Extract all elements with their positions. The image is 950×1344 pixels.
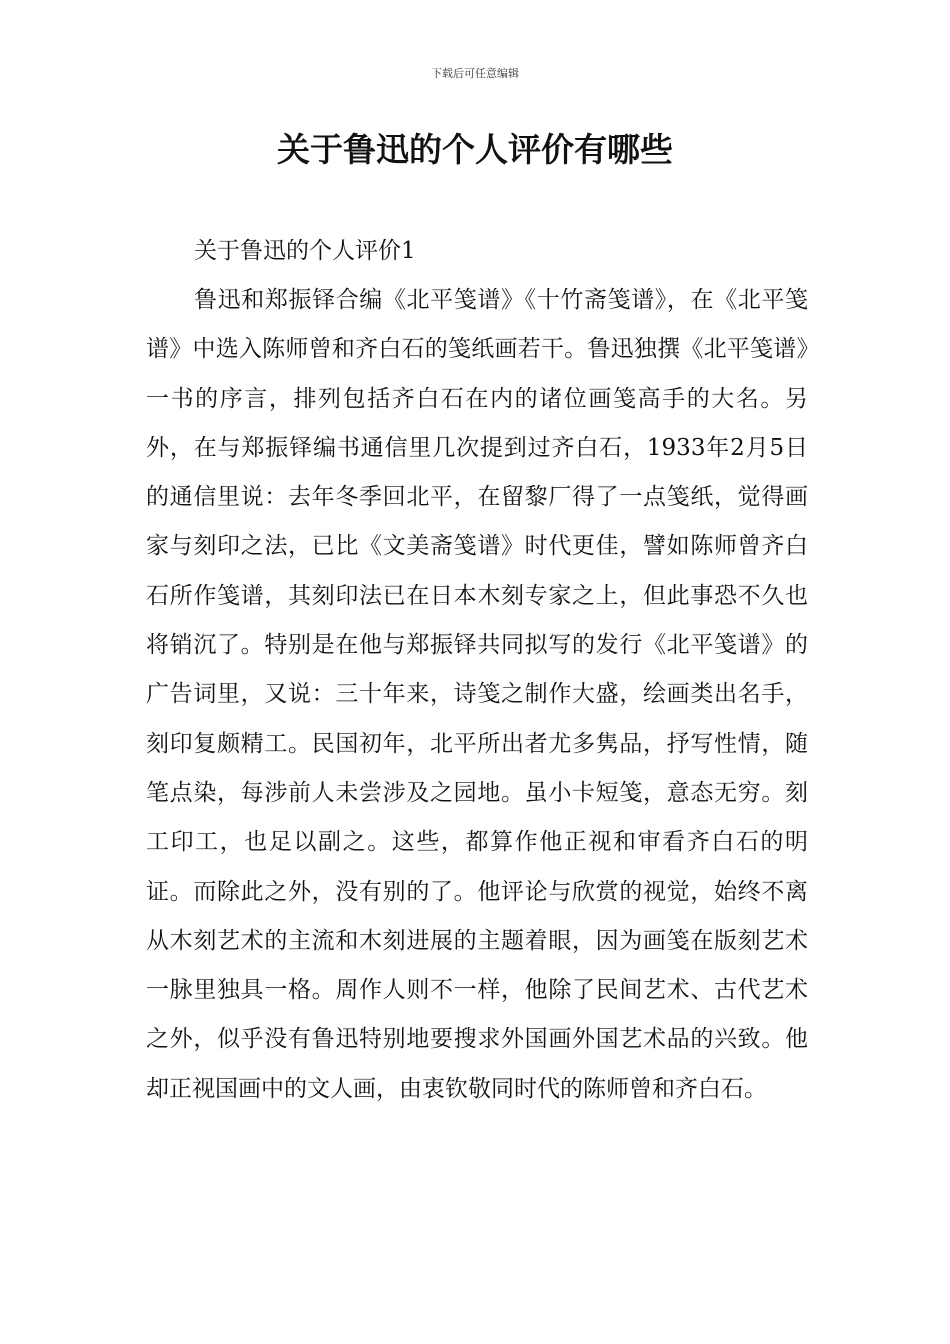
section-heading: 关于鲁迅的个人评价1 (194, 238, 416, 264)
body-paragraph: 鲁迅和郑振铎合编《北平笺谱》《十竹斋笺谱》，在《北平笺谱》中选入陈师曾和齐白石的笺纸画若干。鲁迅独撰《北平笺谱》一书的序言，排列包括齐白石在内的诸位画笺高手的大名。另外，在与郑振铎编书通信里几次提到过齐白石，1933年2月5日的通信里说：去年冬季回北平，在留黎厂得了一点笺纸，觉得画家与刻印之法，已比《文美斋笺谱》时代更佳，譬如陈师曾齐白石所作笺谱，其刻印法已在日本木刻专家之上，但此事恐不久也将销沉了。特别是在他与郑振铎共同拟写的发行《北平笺谱》的广告词里，又说：三十年来，诗笺之制作大盛，绘画类出名手，刻印复颇精工。民国初年，北平所出者尤多隽品，抒写性情，随笔点染，每涉前人未尝涉及之园地。虽小卡短笺，意态无穷。刻工印工，也足以副之。这些，都算作他正视和审看齐白石的明证。而除此之外，没有别的了。他评论与欣赏的视觉，始终不离从木刻艺术的主流和木刻进展的主题着眼，因为画笺在版刻艺术一脉里独具一格。周作人则不一样，他除了民间艺术、古代艺术之外，似乎没有鲁迅特别地要搜求外国画外国艺术品的兴致。他却正视国画中的文人画，由衷钦敬同时代的陈师曾和齐白石。 (146, 287, 808, 1102)
document-title: 关于鲁迅的个人评价有哪些 (277, 130, 673, 169)
header-note: 下载后可任意编辑 (431, 67, 519, 80)
